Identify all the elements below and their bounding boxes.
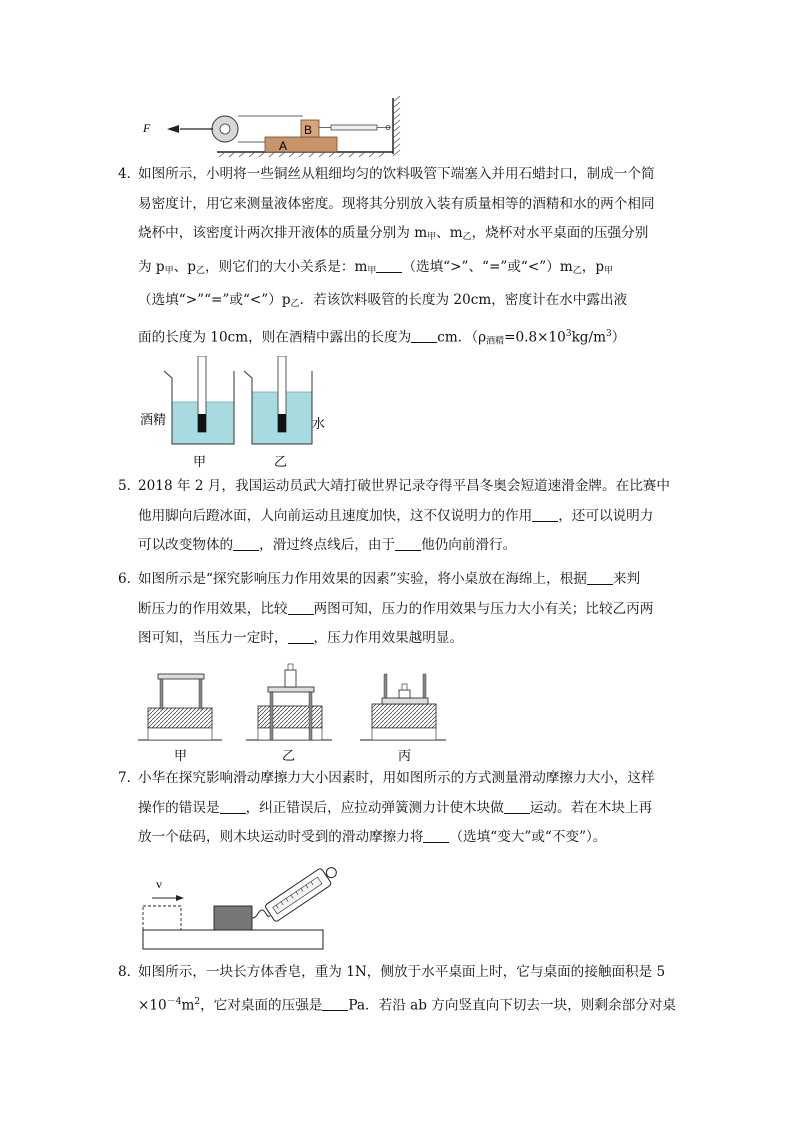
answer-blank[interactable] <box>376 258 402 273</box>
q4-line-5: （选填“>”“=”或“$<”)p_乙$．若该饮料吸管的长度为 20cm，密度计在水中露出液 <box>138 292 628 309</box>
answer-blank[interactable] <box>395 536 421 551</box>
q8-line-2: $\times 10^{-4}m^2$，它对桌面的压强是 Pa．若沿 ab 方向竖直向下切去一块，则剩余部分对桌 <box>138 996 676 1014</box>
sponge-tables-figure <box>136 656 466 766</box>
weight <box>285 670 296 687</box>
setup-jia <box>138 674 222 740</box>
q7-line-1: 小华在探究影响滑动摩擦力大小因素时，用如图所示的方式测量滑动摩擦力大小，这样 <box>138 770 655 786</box>
answer-blank[interactable] <box>411 328 437 343</box>
q4-line-2: 易密度计，用它来测量液体密度。现将其分别放入装有质量相等的酒精和水的两个相同 <box>138 195 655 212</box>
setup-bing <box>360 674 446 740</box>
question-number: 5． <box>118 478 141 494</box>
block-b-label: B <box>304 123 313 137</box>
spring-scale <box>331 125 377 130</box>
force-label: F <box>143 121 151 135</box>
wood-block <box>214 906 252 930</box>
answer-blank[interactable] <box>220 799 246 814</box>
q5-line-1: 2018 年 2 月，我国运动员武大靖打破世界记录夺得平昌冬奥会短道速滑金牌。在比赛中 <box>138 478 670 494</box>
label-bing: 丙 <box>398 749 412 764</box>
q4-line-4: 为 $p_甲$、$p_乙$，则它们的大小关系是：$m_甲$ （选填“>”、“=”或“$<”)m_乙$，$p_甲$ <box>138 258 614 276</box>
answer-blank[interactable] <box>288 600 314 615</box>
question-7 <box>118 764 678 853</box>
q4-line-1: 如图所示，小明将一些铜丝从粗细均匀的饮料吸管下端塞入并用石蜡封口，制成一个简 <box>138 166 655 182</box>
label-jia: 甲 <box>174 749 188 764</box>
label-yi: 乙 <box>274 455 288 470</box>
block-a <box>265 137 337 152</box>
label-alcohol: 酒精 <box>140 413 167 428</box>
answer-blank[interactable] <box>532 507 558 522</box>
question-5 <box>118 472 678 561</box>
velocity-arrow <box>176 895 184 901</box>
weight <box>399 690 410 698</box>
setup-yi <box>246 664 332 740</box>
friction-figure <box>140 860 340 952</box>
label-jia: 甲 <box>193 455 207 470</box>
velocity-label: v <box>156 877 162 891</box>
q6-line-3: 图可知，当压力一定时， ，压力作用效果越明显。 <box>138 630 464 646</box>
force-arrow <box>167 125 179 133</box>
question-6: 6．如图所示是“探究影响压力作用效果的因素”实验，将小桌放在海绵上，根据 来判 断压力的作用效果，比较 两图可知，压力的作用效果与压力大小有关；比较乙丙两 图可知，当压力一定时， ，压力作用效果越明显。 <box>118 565 678 654</box>
answer-blank[interactable] <box>587 570 613 585</box>
q6-line-2: 断压力的作用效果，比较 两图可知，压力的作用效果与压力大小有关；比较乙丙两 <box>138 600 654 617</box>
q8-line-1: 如图所示，一块长方体香皂，重为 1N，侧放于水平桌面上时，它与桌面的接触面积是 5 <box>138 964 666 980</box>
question-number: 6． <box>118 571 141 587</box>
answer-blank[interactable] <box>322 996 348 1011</box>
answer-blank[interactable] <box>423 828 449 843</box>
beakers-figure <box>138 356 338 474</box>
board <box>143 930 323 949</box>
q7-line-2: 操作的错误是 ，纠正错误后，应拉动弹簧测力计使木块做 运动。若在木块上再 <box>138 799 653 816</box>
answer-blank[interactable] <box>288 629 314 644</box>
q4-line-6: 面的长度为 10cm，则在酒精中露出的长度为 cm．$(\rho_{酒精}=0.8\times 10^3kg/m^3)$ <box>138 328 626 347</box>
question-8 <box>118 958 678 1021</box>
q4-line-3: 烧杯中，该密度计两次排开液体的质量分别为 $m_甲$、$m_乙$，烧杯对水平桌面的压强分别 <box>138 225 649 242</box>
question-4 <box>118 160 678 357</box>
answer-blank[interactable] <box>233 536 259 551</box>
label-water: 水 <box>312 417 326 432</box>
top-figure-pulley-blocks <box>135 96 415 158</box>
question-number: 7． <box>118 770 141 786</box>
q5-line-2: 他用脚向后蹬冰面，人向前运动且速度加快，这不仅说明力的作用 ，还可以说明力 <box>138 507 654 524</box>
q5-line-3: 可以改变物体的 ，滑过终点线后，由于 他仍向前滑行。 <box>138 537 517 553</box>
block-a-label: A <box>279 139 288 153</box>
question-number: 8． <box>118 964 141 980</box>
block-previous-position <box>143 906 181 930</box>
label-yi: 乙 <box>282 749 296 764</box>
spring-scale <box>264 862 340 923</box>
answer-blank[interactable] <box>504 799 530 814</box>
q7-line-3: 放一个砝码，则木块运动时受到的滑动摩擦力将 （选填“变大”或“不变”）。 <box>138 829 607 845</box>
question-number: 4． <box>118 166 141 182</box>
